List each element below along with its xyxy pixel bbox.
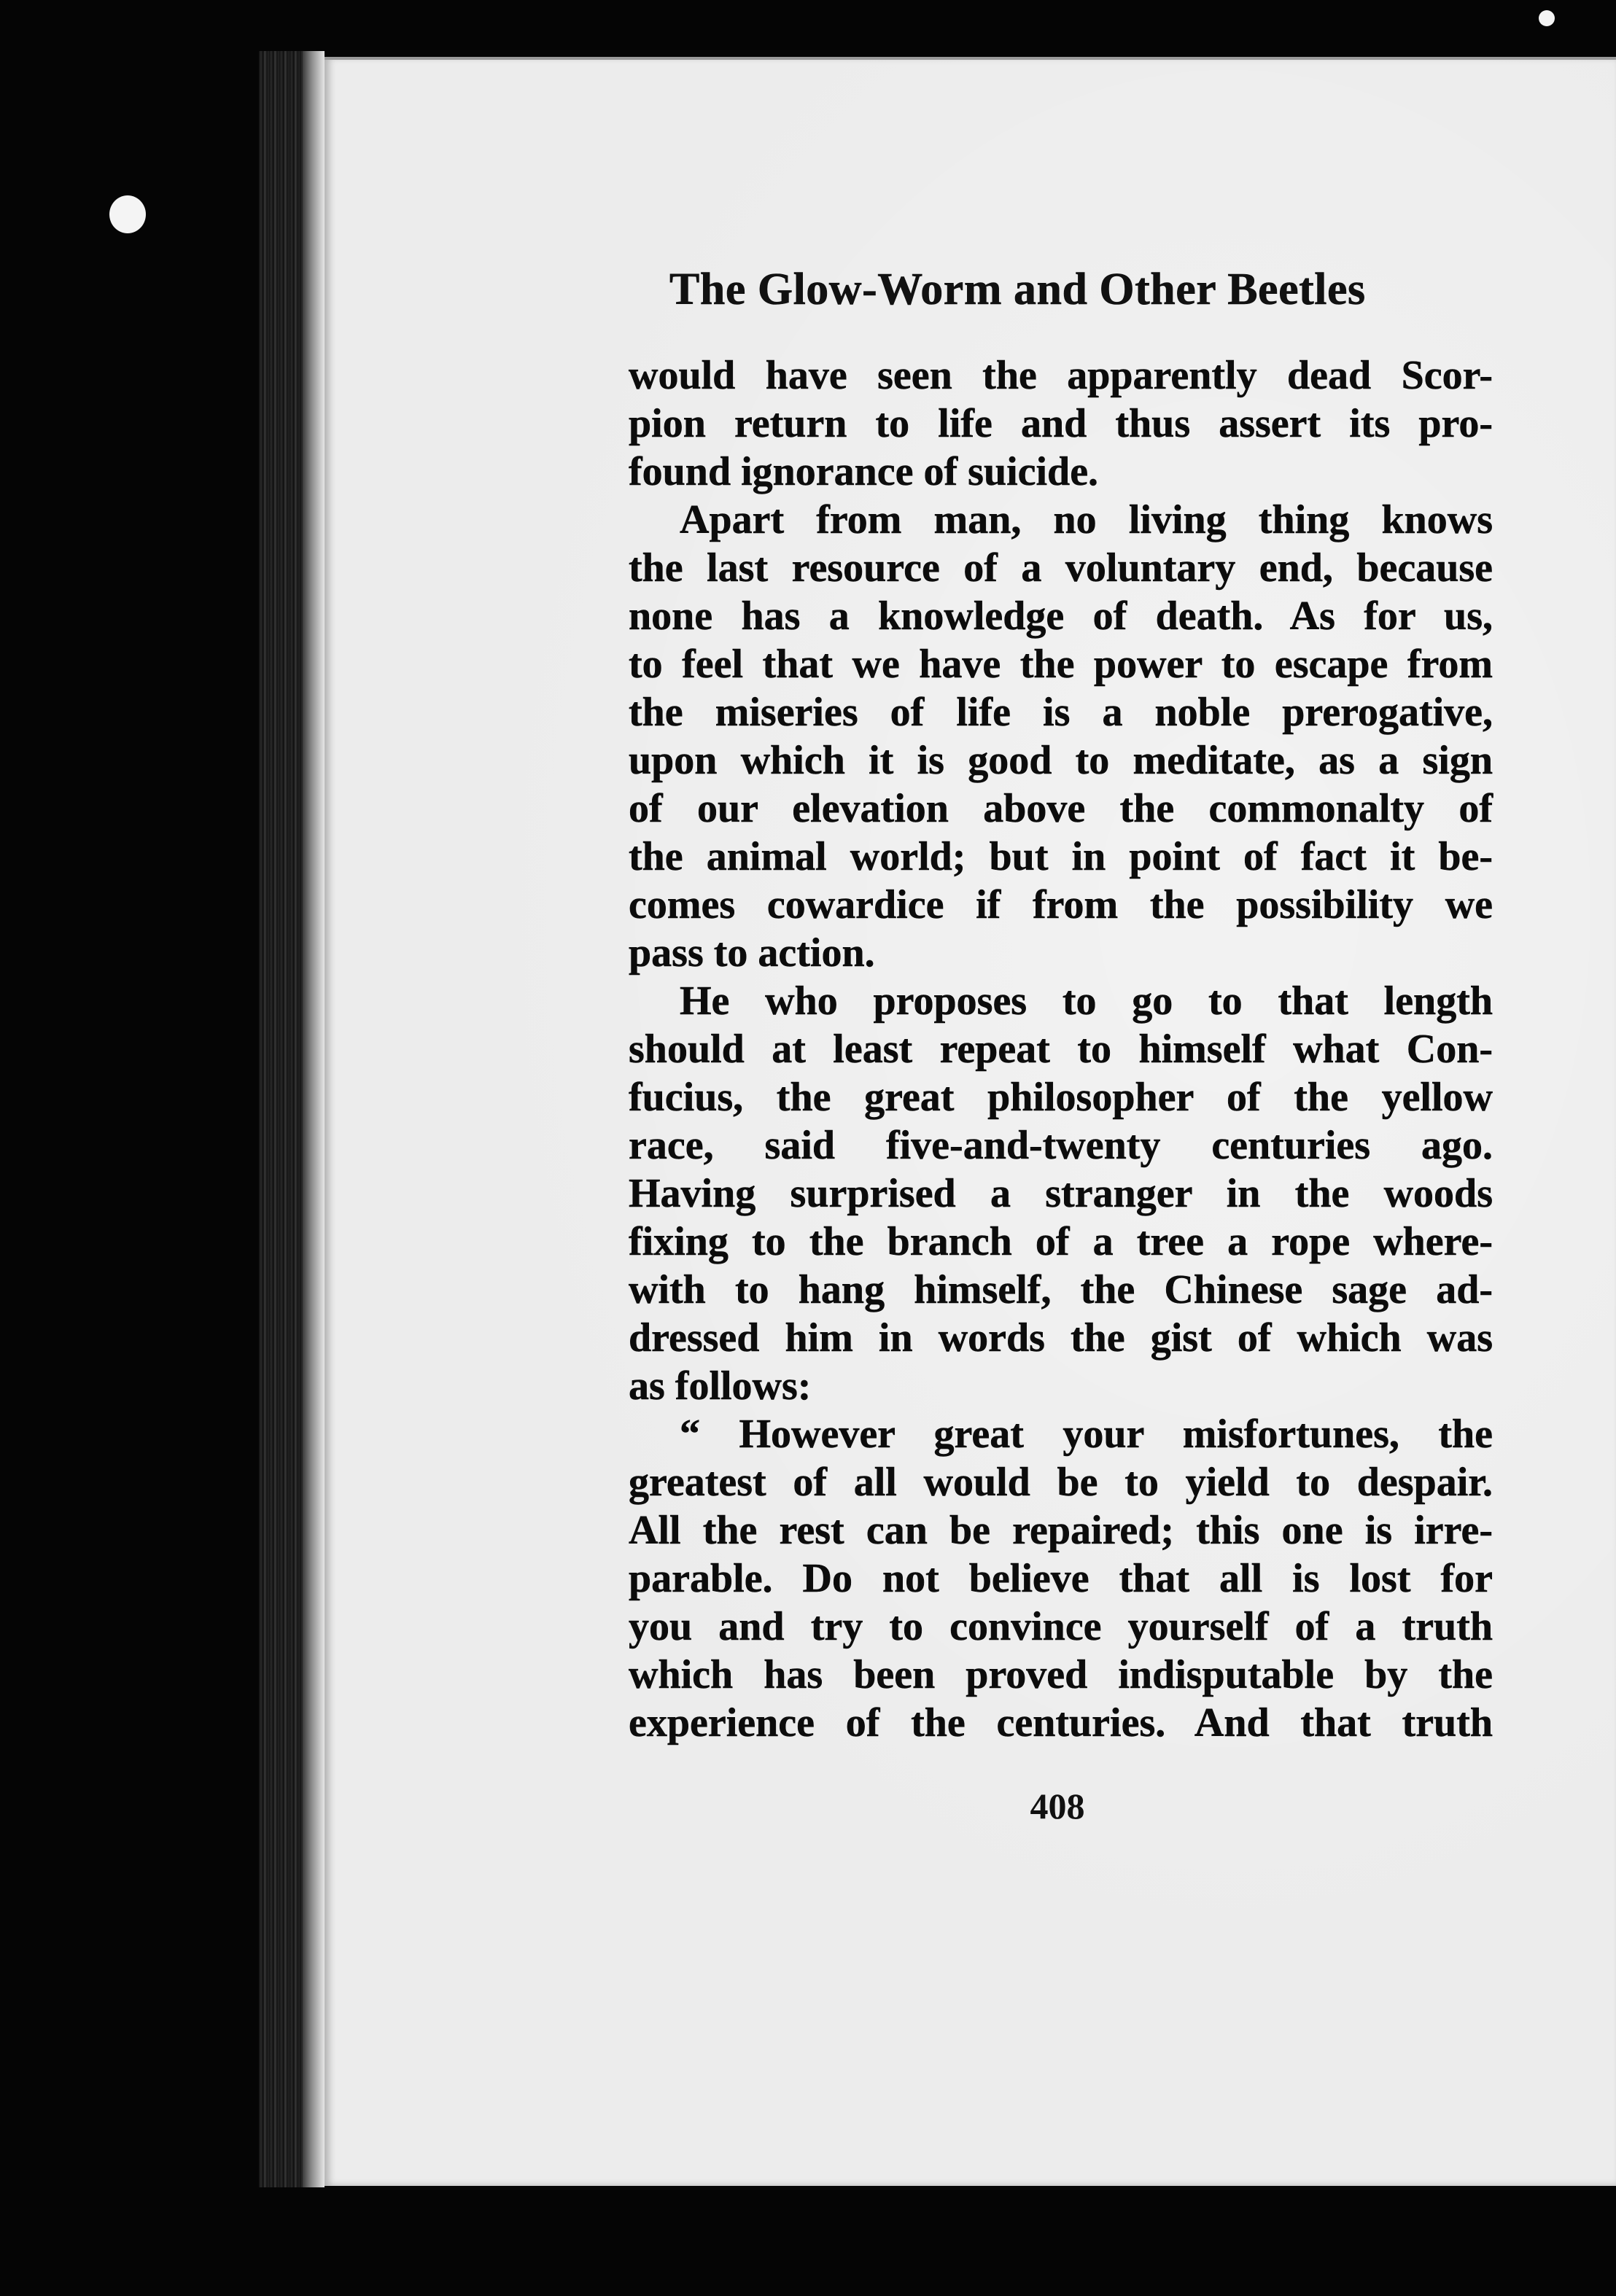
- scan-speck: [1539, 10, 1555, 26]
- text-line: should at least repeat to himself what Con-: [629, 1027, 1493, 1072]
- text-line: the last resource of a voluntary end, because: [629, 545, 1493, 591]
- running-head: The Glow-Worm and Other Beetles: [669, 265, 1366, 314]
- text-line: of our elevation above the commonalty of: [629, 786, 1493, 831]
- scan-speck: [109, 195, 146, 233]
- text-line: the miseries of life is a noble prerogative,: [629, 690, 1493, 735]
- text-line: pion return to life and thus assert its pro-: [629, 401, 1493, 446]
- text-line: fucius, the great philosopher of the yellow: [629, 1075, 1493, 1120]
- text-line: as follows:: [629, 1363, 812, 1409]
- book-page-edges: [259, 51, 325, 2187]
- text-line: greatest of all would be to yield to despair.: [629, 1460, 1493, 1505]
- text-line: with to hang himself, the Chinese sage ad-: [629, 1267, 1493, 1312]
- text-line: upon which it is good to meditate, as a sign: [629, 738, 1493, 783]
- text-line: comes cowardice if from the possibility we: [629, 882, 1493, 927]
- text-line: dressed him in words the gist of which was: [629, 1315, 1493, 1361]
- text-line: Apart from man, no living thing knows: [680, 497, 1493, 542]
- text-line: Having surprised a stranger in the woods: [629, 1171, 1493, 1216]
- text-line: race, said five-and-twenty centuries ago.: [629, 1123, 1493, 1168]
- text-line: He who proposes to go to that length: [680, 978, 1493, 1024]
- text-line: none has a knowledge of death. As for us,: [629, 594, 1493, 639]
- text-line: experience of the centuries. And that truth: [629, 1700, 1493, 1746]
- text-line: the animal world; but in point of fact it be-: [629, 834, 1493, 879]
- text-line: parable. Do not believe that all is lost for: [629, 1556, 1493, 1601]
- text-line: fixing to the branch of a tree a rope where-: [629, 1219, 1493, 1264]
- text-line: which has been proved indisputable by the: [629, 1652, 1493, 1697]
- text-line: you and try to convince yourself of a truth: [629, 1604, 1493, 1649]
- text-line: would have seen the apparently dead Scor-: [629, 353, 1493, 398]
- body-text: [629, 351, 1493, 1747]
- text-line: pass to action.: [629, 930, 875, 976]
- text-line: All the rest can be repaired; this one is irre-: [629, 1508, 1493, 1553]
- text-line: to feel that we have the power to escape from: [629, 642, 1493, 687]
- text-line: found ignorance of suicide.: [629, 449, 1099, 494]
- page-number: 408: [1030, 1786, 1085, 1826]
- text-line: “ However great your misfortunes, the: [680, 1412, 1493, 1457]
